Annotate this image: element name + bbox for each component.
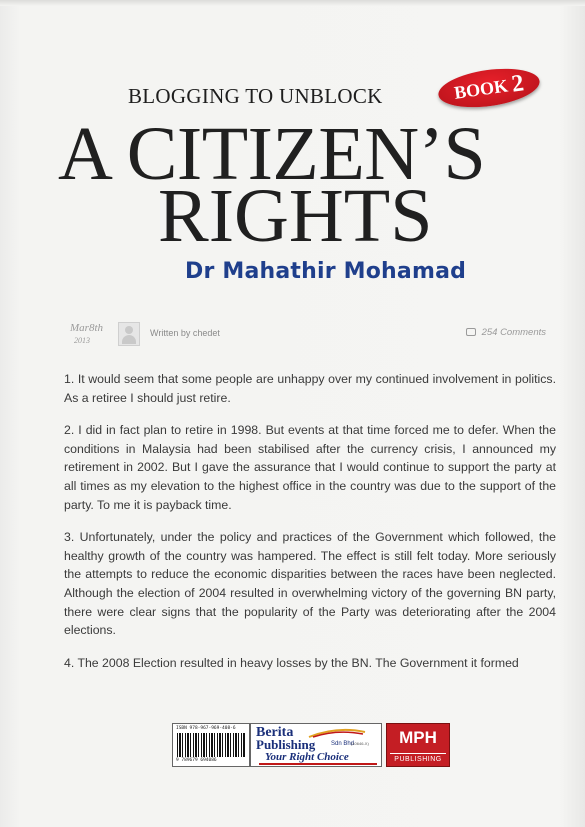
post-date-day: Mar8th [70, 322, 103, 334]
paragraph-4: 4. The 2008 Election resulted in heavy losses by the BN. The Government it formed [64, 655, 519, 670]
berita-suffix: Sdn Bhd [331, 741, 355, 747]
comments-label: 254 Comments [481, 327, 546, 338]
comments-count [466, 327, 546, 338]
mph-publishing-logo [386, 723, 450, 767]
book-number: 2 [509, 69, 526, 98]
berita-underline [259, 763, 377, 765]
paragraph-1: 1. It would seem that some people are unhappy over my continued involvement in politics. As a retiree I should just retire. [64, 372, 556, 405]
author-avatar-icon [118, 322, 140, 346]
title-line-2: RIGHTS [158, 174, 433, 258]
author-name: Dr Mahathir Mohamad [185, 259, 467, 284]
comment-bubble-icon [466, 328, 476, 336]
mph-name: MPH [399, 728, 437, 747]
isbn-barcode [172, 723, 250, 767]
berita-tagline: Your Right Choice [265, 751, 349, 763]
book-number-badge [436, 63, 542, 113]
berita-reg: (10646-X) [351, 741, 369, 746]
barcode-number: 9 789679 694086 [176, 758, 217, 763]
title-line-1: A CITIZEN’S [58, 112, 486, 196]
publisher-footer [172, 723, 450, 767]
page-edge-shadow [0, 0, 585, 6]
post-date-year: 2013 [74, 336, 90, 345]
berita-line1: Berita [256, 725, 294, 740]
paragraph-3: 3. Unfortunately, under the policy and practices of the Government which followed, the healthy growth of the country was hampered. The effect is still felt today. More seriously the attempts to reduce the economic disparities between the races have been neglected. Although the election of 2004 resulted in overwhelming victory of the governing BN party, there were clear signs that the popularity of the Party was deteriorating after the 2004 elections. [64, 530, 556, 638]
series-title: BLOGGING TO UNBLOCK [128, 84, 383, 108]
post-meta [66, 320, 556, 350]
berita-publishing-logo [250, 723, 382, 767]
blog-excerpt [64, 370, 556, 686]
written-by: Written by chedet [150, 328, 220, 338]
mph-sub: PUBLISHING [390, 753, 446, 764]
berita-swoosh-icon [307, 728, 367, 738]
isbn-text: ISBN 978-967-969-408-6 [176, 726, 236, 731]
berita-line2: Publishing [256, 737, 316, 752]
book-label: BOOK [452, 74, 510, 103]
barcode-bars [177, 733, 245, 757]
paragraph-2: 2. I did in fact plan to retire in 1998. But events at that time forced me to defer. When the conditions in Malaysia had been stabilised after the currency crisis, I announced my retirement in 2002. But I gave the assurance that I would continue to support the party at all times as my elevation to the highest office in the country was due to the support of the party. To me it is payback time. [64, 423, 556, 512]
